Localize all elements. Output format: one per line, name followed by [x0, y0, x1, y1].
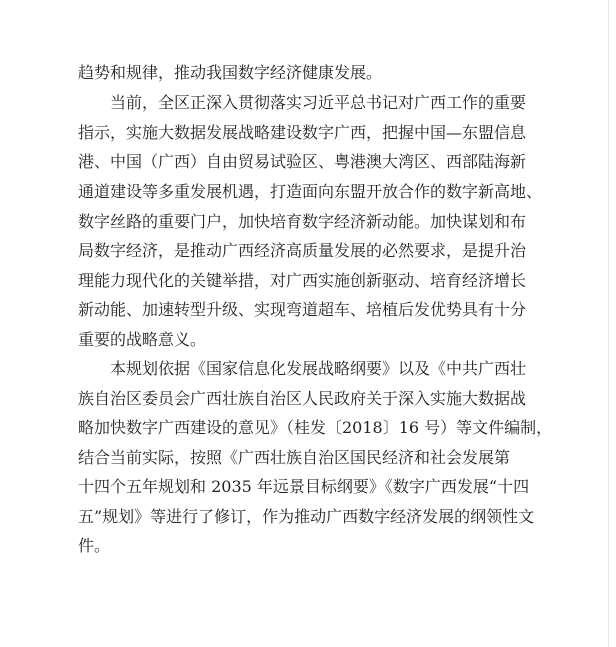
text-line-6: 数字丝路的重要门户，加快培育数字经济新动能。加快谋划和布 [78, 212, 527, 231]
text-line-15: 十四个五年规划和 2035 年远景目标纲要》《数字广西发展“十四 [78, 477, 530, 496]
text-line-3: 指示，实施大数据发展战略建设数字广西，把握中国—东盟信息 [78, 123, 527, 142]
text-line-2: 当前，全区正深入贯彻落实习近平总书记对广西工作的重要 [110, 93, 527, 112]
text-line-7: 局数字经济，是推动广西经济高质量发展的必然要求，是提升治 [78, 241, 527, 260]
text-line-8: 理能力现代化的关键举措，对广西实施创新驱动、培育经济增长 [78, 271, 527, 290]
text-line-16: 五”规划》等进行了修订，作为推动广西数字经济发展的纲领性文 [78, 507, 535, 526]
text-line-12: 族自治区委员会广西壮族自治区人民政府关于深入实施大数据战 [78, 389, 527, 408]
text-line-5: 通道建设等多重发展机遇，打造面向东盟开放合作的数字新高地、 [78, 182, 543, 201]
text-line-10: 重要的战略意义。 [78, 330, 207, 349]
text-line-17: 件。 [78, 536, 111, 555]
text-line-1: 趋势和规律，推动我国数字经济健康发展。 [78, 63, 383, 82]
text-line-11: 本规划依据《国家信息化发展战略纲要》以及《中共广西壮 [110, 359, 527, 378]
text-line-9: 新动能、加速转型升级、实现弯道超车、培植后发优势具有十分 [78, 300, 527, 319]
text-line-14: 结合当前实际，按照《广西壮族自治区国民经济和社会发展第 [78, 448, 511, 467]
text-line-13: 略加快数字广西建设的意见》（桂发〔2018〕16 号）等文件编制， [78, 418, 553, 437]
page-edge-divider [608, 0, 609, 647]
text-line-4: 港、中国（广西）自由贸易试验区、粤港澳大湾区、西部陆海新 [78, 152, 527, 171]
